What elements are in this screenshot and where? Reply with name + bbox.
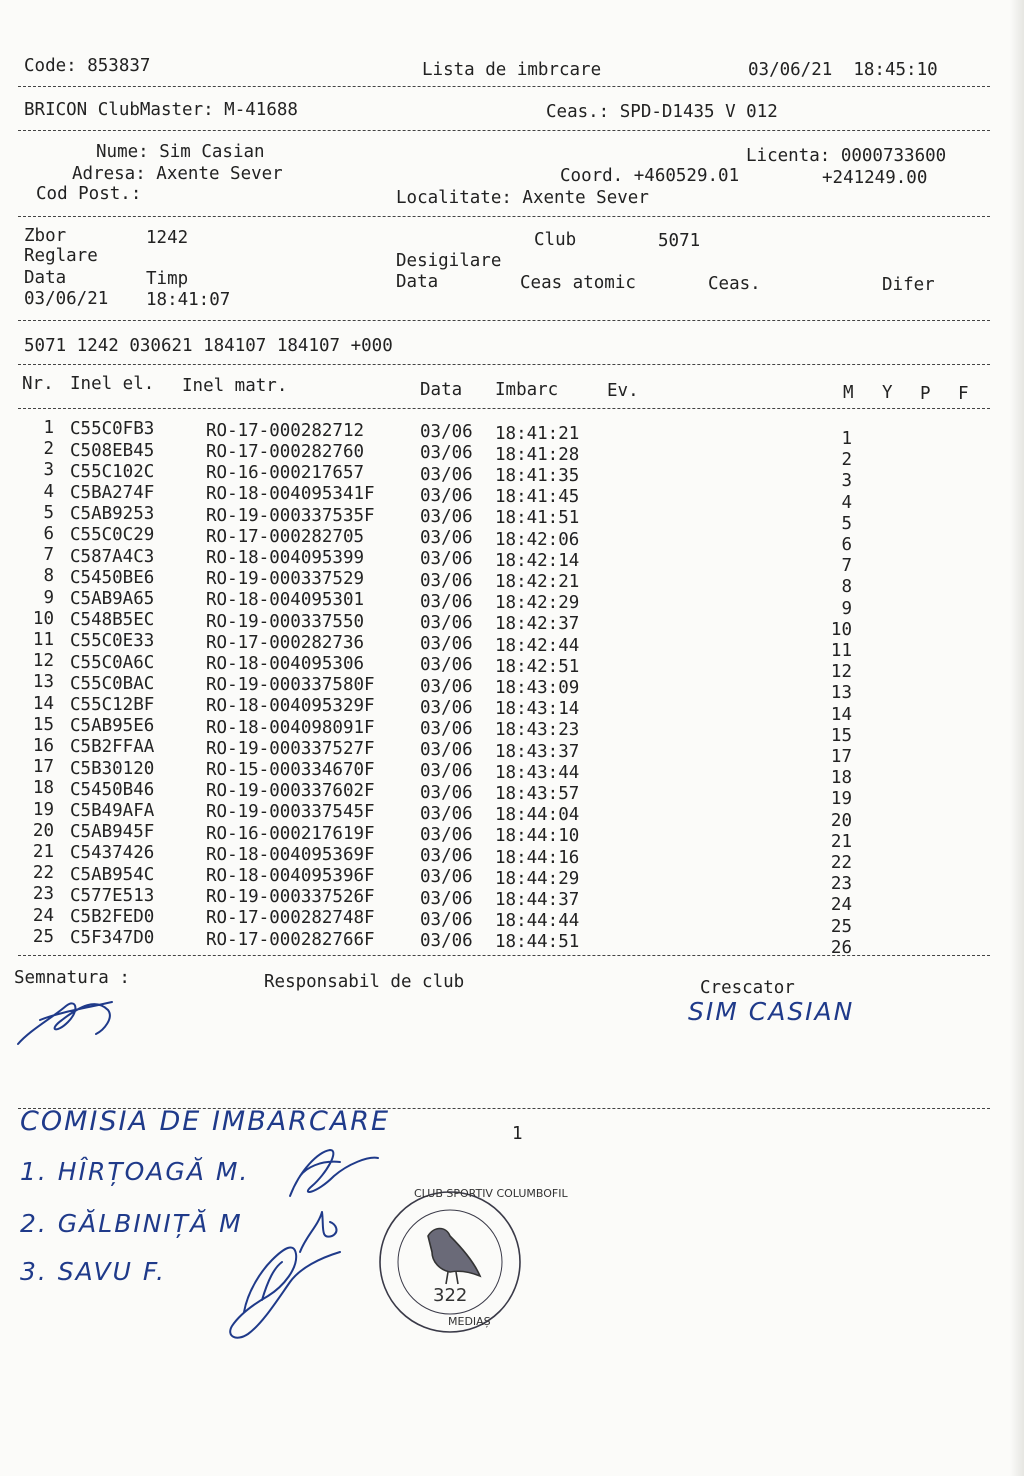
clock-label: Ceas. <box>708 274 761 294</box>
cell-time: 18:43:09 <box>495 678 580 698</box>
cell-inel-el: C55C0C29 <box>70 525 155 546</box>
reglare-time: 18:41:07 <box>146 290 231 310</box>
cell-date: 03/06 <box>420 591 473 612</box>
cell-date: 03/06 <box>420 846 473 867</box>
col-inel-el: Inel el. <box>70 374 155 394</box>
club-stamp <box>380 1192 520 1332</box>
cell-date: 03/06 <box>420 422 473 443</box>
cell-time: 18:42:21 <box>495 572 580 592</box>
cell-m: 17 <box>830 747 852 767</box>
cell-inel-el: C5450BE6 <box>70 567 155 588</box>
breeder-label: Crescator <box>700 978 795 998</box>
cell-inel-el: C55C0BAC <box>70 673 155 694</box>
col-ev: Ev. <box>607 381 639 401</box>
signature-icon <box>290 1150 378 1196</box>
cell-inel-matr: RO-17-000282736 <box>206 632 365 653</box>
cell-nr: 18 <box>32 778 54 799</box>
signature-icon <box>18 1002 112 1044</box>
atomic-clock-label: Ceas atomic <box>520 273 636 293</box>
cell-m: 3 <box>841 471 852 492</box>
cell-inel-matr: RO-19-000337550 <box>206 611 365 632</box>
reglare-time-label: Timp <box>146 269 189 289</box>
signature-icon <box>300 1212 336 1252</box>
cell-m: 2 <box>841 450 852 471</box>
cell-inel-el: C587A4C3 <box>70 546 155 567</box>
cell-inel-matr: RO-16-000217619F <box>206 823 375 844</box>
cell-inel-matr: RO-18-004098091F <box>206 717 375 738</box>
cell-inel-matr: RO-19-000337535F <box>206 505 375 526</box>
cell-nr: 1 <box>43 418 54 438</box>
cell-inel-el: C5AB95E6 <box>70 716 155 737</box>
col-m: M <box>843 383 854 403</box>
owner-postcode: Cod Post.: <box>36 184 142 204</box>
cell-inel-matr: RO-17-000282748F <box>206 908 375 929</box>
cell-inel-matr: RO-19-000337529 <box>206 569 365 590</box>
cell-m: 24 <box>830 895 852 916</box>
clock-id: Ceas.: SPD-D1435 V 012 <box>546 102 778 122</box>
cell-time: 18:41:21 <box>495 423 580 444</box>
signature-label: Semnatura : <box>14 968 130 988</box>
cell-inel-el: C5F347D0 <box>70 928 155 949</box>
club-label: Club <box>534 230 577 250</box>
cell-date: 03/06 <box>420 719 473 739</box>
col-p: P <box>920 384 931 404</box>
col-imbarc: Imbarc <box>495 380 559 400</box>
cell-m: 11 <box>830 641 852 661</box>
cell-date: 03/06 <box>420 676 473 697</box>
cell-inel-el: C5AB945F <box>70 822 155 843</box>
cell-nr: 8 <box>43 566 54 587</box>
document-title: Lista de imbrcare <box>422 60 602 80</box>
cell-date: 03/06 <box>420 888 473 909</box>
cell-m: 20 <box>830 810 852 831</box>
cell-inel-el: C5B30120 <box>70 758 155 779</box>
cell-nr: 22 <box>32 863 54 884</box>
cell-date: 03/06 <box>420 634 473 655</box>
cell-time: 18:41:51 <box>495 508 580 529</box>
cell-m: 19 <box>830 789 852 810</box>
cell-m: 13 <box>830 683 852 704</box>
col-inel-matr: Inel matr. <box>182 376 288 396</box>
cell-inel-matr: RO-18-004095396F <box>206 866 375 886</box>
cell-inel-matr: RO-15-000334670F <box>206 760 375 780</box>
cell-time: 18:44:51 <box>495 932 580 953</box>
cell-date: 03/06 <box>420 931 473 951</box>
cell-nr: 16 <box>32 736 54 756</box>
col-y: Y <box>882 383 893 403</box>
club-official-label: Responsabil de club <box>264 972 465 992</box>
cell-nr: 19 <box>32 799 54 820</box>
signature-icon <box>230 1247 340 1337</box>
stamp-city: MEDIAȘ <box>448 1315 491 1328</box>
cell-inel-matr: RO-17-000282712 <box>206 420 365 441</box>
cell-date: 03/06 <box>420 549 473 570</box>
cell-inel-matr: RO-17-000282705 <box>206 526 365 547</box>
cell-nr: 7 <box>43 545 54 566</box>
cell-date: 03/06 <box>420 613 473 633</box>
cell-date: 03/06 <box>420 443 473 464</box>
cell-time: 18:44:10 <box>495 826 580 847</box>
breeder-handwritten-name: SIM CASIAN <box>688 997 855 1026</box>
cell-time: 18:43:57 <box>495 784 580 804</box>
desigilare-date-label: Data <box>396 272 439 292</box>
owner-address: Adresa: Axente Sever <box>72 164 283 184</box>
cell-time: 18:44:16 <box>495 847 580 868</box>
stamp-number: 322 <box>433 1285 468 1306</box>
cell-time: 18:43:23 <box>495 720 580 741</box>
cell-inel-el: C5AB954C <box>70 864 155 885</box>
cell-time: 18:42:06 <box>495 529 580 550</box>
cell-time: 18:44:04 <box>495 805 580 826</box>
cell-date: 03/06 <box>420 825 473 845</box>
cell-inel-matr: RO-18-004095369F <box>206 844 375 865</box>
cell-nr: 11 <box>32 630 54 650</box>
cell-nr: 12 <box>32 651 54 672</box>
cell-inel-el: C5450B46 <box>70 779 155 800</box>
cell-inel-matr: RO-18-004095306 <box>206 654 365 674</box>
owner-coord-lat: Coord. +460529.01 <box>560 166 740 186</box>
commission-title: COMISIA DE IMBARCARE <box>20 1106 391 1137</box>
cell-m: 14 <box>830 704 852 725</box>
cell-time: 18:42:44 <box>495 635 580 656</box>
cell-date: 03/06 <box>420 464 473 485</box>
owner-name: Nume: Sim Casian <box>96 142 265 162</box>
cell-inel-el: C55C0A6C <box>70 652 155 673</box>
reglare-date-label: Data <box>24 268 67 288</box>
document-datetime: 03/06/21 18:45:10 <box>748 60 938 80</box>
cell-nr: 23 <box>32 884 54 905</box>
cell-inel-matr: RO-16-000217657 <box>206 463 365 484</box>
cell-nr: 10 <box>32 608 54 629</box>
cell-m: 4 <box>841 492 852 513</box>
cell-inel-el: C5B2FED0 <box>70 907 155 927</box>
cell-m: 15 <box>830 725 852 746</box>
col-nr: Nr. <box>22 374 54 394</box>
cell-date: 03/06 <box>420 655 473 676</box>
cell-inel-el: C55C0FB3 <box>70 419 155 440</box>
owner-licence: Licenta: 0000733600 <box>746 146 947 166</box>
cell-inel-el: C5B2FFAA <box>70 737 155 758</box>
cell-inel-el: C55C12BF <box>70 695 155 715</box>
owner-locality: Localitate: Axente Sever <box>396 188 649 208</box>
cell-m: 1 <box>841 429 852 449</box>
cell-m: 21 <box>830 831 852 852</box>
cell-nr: 3 <box>43 460 54 481</box>
cell-date: 03/06 <box>420 570 473 591</box>
clubmaster-id: BRICON ClubMaster: M-41688 <box>24 100 298 120</box>
cell-date: 03/06 <box>420 740 473 761</box>
cell-m: 18 <box>830 768 852 789</box>
cell-inel-matr: RO-18-004095341F <box>206 484 375 505</box>
cell-nr: 20 <box>32 820 54 841</box>
pigeon-icon <box>428 1229 480 1277</box>
cell-nr: 5 <box>43 502 54 523</box>
cell-inel-el: C548B5EC <box>70 610 155 631</box>
club-number: 5071 <box>658 231 701 251</box>
reglare-date: 03/06/21 <box>24 289 109 309</box>
cell-inel-el: C577E513 <box>70 885 155 906</box>
cell-inel-matr: RO-17-000282760 <box>206 442 365 462</box>
cell-time: 18:42:51 <box>495 656 580 677</box>
cell-time: 18:43:44 <box>495 762 580 783</box>
cell-time: 18:42:14 <box>495 550 580 571</box>
cell-date: 03/06 <box>420 782 473 803</box>
desigilare-label: Desigilare <box>396 251 502 271</box>
cell-inel-el: C55C0E33 <box>70 631 155 652</box>
cell-date: 03/06 <box>420 528 473 549</box>
commission-member-2: 2. GĂLBINIȚĂ M <box>20 1209 243 1238</box>
cell-date: 03/06 <box>420 485 473 506</box>
flight-summary-line: 5071 1242 030621 184107 184107 +000 <box>24 336 393 356</box>
cell-nr: 2 <box>43 439 54 460</box>
cell-time: 18:44:29 <box>495 868 580 889</box>
flight-number: 1242 <box>146 228 189 248</box>
flight-label: Zbor <box>24 226 67 246</box>
cell-nr: 13 <box>32 672 54 693</box>
commission-member-3: 3. SAVU F. <box>20 1257 166 1286</box>
stamp-text: CLUB SPORTIV COLUMBOFIL <box>414 1187 568 1200</box>
cell-inel-el: C508EB45 <box>70 440 155 461</box>
cell-nr: 25 <box>32 926 54 947</box>
cell-m: 25 <box>830 916 852 937</box>
cell-nr: 6 <box>43 524 54 544</box>
cell-m: 12 <box>830 662 852 683</box>
cell-inel-el: C5BA274F <box>70 483 155 503</box>
cell-inel-matr: RO-19-000337580F <box>206 675 375 696</box>
cell-inel-el: C5AB9253 <box>70 504 155 525</box>
cell-nr: 15 <box>32 714 54 735</box>
cell-time: 18:44:44 <box>495 911 580 932</box>
reglare-label: Reglare <box>24 246 98 266</box>
col-f: F <box>958 384 969 404</box>
cell-inel-matr: RO-17-000282766F <box>206 929 375 950</box>
difference-label: Difer <box>882 275 935 295</box>
cell-inel-matr: RO-18-004095329F <box>206 696 375 717</box>
cell-m: 7 <box>841 556 852 577</box>
cell-nr: 21 <box>32 842 54 862</box>
cell-time: 18:41:35 <box>495 466 580 486</box>
cell-m: 8 <box>841 577 852 598</box>
cell-inel-matr: RO-18-004095399 <box>206 548 365 568</box>
cell-m: 9 <box>841 598 852 619</box>
cell-time: 18:44:37 <box>495 890 580 910</box>
col-data: Data <box>420 380 463 400</box>
cell-date: 03/06 <box>420 507 473 527</box>
cell-inel-el: C5B49AFA <box>70 801 155 821</box>
document-code: Code: 853837 <box>24 56 151 76</box>
cell-m: 10 <box>830 619 852 640</box>
cell-nr: 17 <box>32 757 54 778</box>
cell-m: 6 <box>841 535 852 555</box>
cell-inel-el: C55C102C <box>70 461 155 482</box>
cell-m: 5 <box>841 513 852 534</box>
cell-inel-matr: RO-18-004095301 <box>206 590 365 611</box>
cell-inel-el: C5AB9A65 <box>70 589 155 609</box>
cell-time: 18:42:29 <box>495 593 580 614</box>
cell-nr: 14 <box>32 693 54 714</box>
cell-time: 18:42:37 <box>495 614 580 635</box>
cell-time: 18:41:28 <box>495 444 580 465</box>
cell-nr: 4 <box>43 481 54 502</box>
cell-date: 03/06 <box>420 909 473 930</box>
owner-coord-long: +241249.00 <box>822 168 928 188</box>
cell-inel-matr: RO-19-000337602F <box>206 781 375 802</box>
cell-inel-matr: RO-19-000337526F <box>206 887 375 908</box>
cell-nr: 9 <box>43 587 54 608</box>
cell-m: 22 <box>830 853 852 873</box>
cell-time: 18:43:37 <box>495 741 580 762</box>
cell-date: 03/06 <box>420 697 473 718</box>
cell-date: 03/06 <box>420 761 473 782</box>
page-number: 1 <box>512 1124 523 1144</box>
cell-date: 03/06 <box>420 803 473 824</box>
cell-inel-matr: RO-19-000337527F <box>206 738 375 759</box>
cell-time: 18:43:14 <box>495 699 580 720</box>
cell-inel-el: C5437426 <box>70 843 155 864</box>
cell-time: 18:41:45 <box>495 487 580 508</box>
cell-m: 26 <box>830 937 852 958</box>
cell-m: 23 <box>830 874 852 895</box>
cell-nr: 24 <box>32 905 54 926</box>
cell-inel-matr: RO-19-000337545F <box>206 802 375 823</box>
cell-date: 03/06 <box>420 867 473 888</box>
commission-member-1: 1. HÎRȚOAGĂ M. <box>20 1157 250 1186</box>
